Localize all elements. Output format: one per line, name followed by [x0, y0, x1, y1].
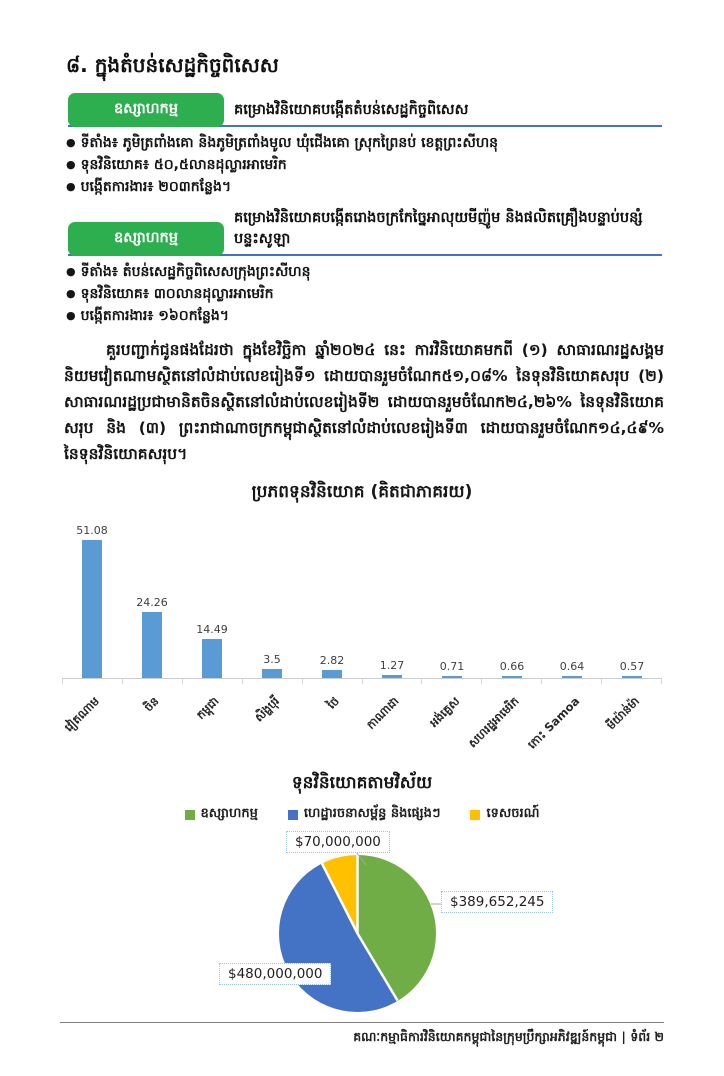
bar [622, 676, 642, 678]
x-label: កោះ Samoa [524, 694, 582, 752]
bar-value-label: 0.64 [559, 660, 585, 674]
industry-badge: ឧស្សាហកម្ម [68, 222, 224, 256]
bar-column [482, 660, 542, 678]
bullet-icon: ● [66, 309, 76, 322]
bar-chart [62, 516, 662, 758]
x-label: ថៃ [324, 694, 342, 712]
pie-chart [0, 828, 724, 1030]
bullet-icon: ● [66, 287, 76, 300]
bar-value-label: 0.66 [499, 660, 525, 674]
x-label: កាណាដា [364, 694, 402, 732]
project-1-title: គម្រោងវិនិយោគបង្កើតតំបន់សេដ្ឋកិច្ចពិសេស [234, 102, 469, 118]
bar-column [422, 660, 482, 678]
bar [382, 675, 402, 678]
bar-value-label: 24.26 [136, 596, 168, 610]
x-label-cell [62, 684, 122, 758]
bar [82, 540, 102, 678]
x-label: សិង្ហបុរី [251, 694, 282, 725]
bar-value-label: 51.08 [76, 524, 108, 537]
legend-item [288, 805, 441, 824]
pie-chart-title: ទុនវិនិយោគតាមវិស័យ [291, 773, 433, 793]
bar-value-label: 2.82 [319, 654, 345, 668]
x-label-cell [362, 684, 422, 758]
bullet-icon: ● [66, 136, 76, 149]
x-label-cell [302, 684, 362, 758]
x-label-cell [242, 684, 302, 758]
x-label-cell [182, 684, 242, 758]
legend-swatch-icon [470, 810, 480, 820]
bar [202, 639, 222, 678]
bar-value-label: 0.71 [439, 660, 465, 674]
legend-swatch-icon [288, 810, 298, 820]
list-item [66, 283, 664, 305]
x-axis-labels [62, 684, 662, 758]
bar-value-label: 3.5 [263, 652, 281, 666]
bullet-text: ទុនវិនិយោគ៖ ៥០,៥លានដុល្លារអាមេរិក [80, 157, 287, 173]
page-title: ៨. ក្នុងតំបន់សេដ្ឋកិច្ចពិសេស [66, 53, 279, 77]
pie-circle [279, 855, 436, 1012]
x-label: អង់គ្លេស [426, 694, 462, 730]
bar [502, 676, 522, 678]
legend-label: ហេដ្ឋារចនាសម្ព័ន្ធ និងផ្សេងៗ [303, 806, 441, 821]
bar-column [302, 654, 362, 678]
x-label: ចិន [141, 694, 162, 715]
bullet-text: ទីតាំង៖ ភូមិត្រពាំងគោ និងភូមិត្រពាំងមូល ឃុំជើងគោ ស្រុកព្រៃនប់ ខេត្តព្រះសីហនុ [80, 135, 499, 151]
project-2-banner [68, 209, 662, 256]
x-label: សហរដ្ឋអាមេរិក [465, 694, 522, 751]
bullet-text: ទុនវិនិយោគ៖ ៣០លានដុល្លារអាមេរិក [80, 286, 274, 302]
bar-column [122, 596, 182, 678]
bar-column [62, 524, 122, 678]
x-label-cell [122, 684, 182, 758]
bar-chart-title: ប្រភពទុនវិនិយោគ (គិតជាភាគរយ) [251, 482, 473, 502]
project-2-title: គម្រោងវិនិយោគបង្កើតរោងចក្រកែច្នៃអាលុយមីញ៉ូម និងផលិតគ្រឿងបន្ទាប់បន្សំបន្ទះសូឡា [234, 210, 643, 247]
bar-column [362, 659, 422, 678]
page-footer: គណៈកម្មាធិការវិនិយោគកម្ពុជានៃក្រុមប្រឹក្សាអភិវឌ្ឍន៍កម្ពុជា | ទំព័រ ២ [60, 1022, 664, 1048]
list-item [66, 305, 664, 327]
bullet-text: បង្កើតការងារ៖ ២០៣កន្លែង។ [80, 179, 232, 195]
pie-data-label-industry: $389,652,245 [441, 891, 553, 913]
list-item [66, 132, 664, 154]
bar [442, 676, 462, 678]
pie-data-label-infrastructure: $480,000,000 [219, 963, 331, 985]
bar-value-label: 14.49 [196, 622, 228, 636]
bar-chart-plot [62, 516, 662, 678]
document-page [0, 52, 724, 1076]
bar-column [182, 623, 242, 678]
x-label-cell [524, 684, 602, 758]
list-item [66, 176, 664, 198]
project-2-details [66, 261, 664, 327]
pie-data-label-tourism: $70,000,000 [286, 831, 390, 853]
x-label: កម្ពុជា [193, 694, 222, 722]
bullet-icon: ● [66, 265, 76, 278]
bullet-icon: ● [66, 158, 76, 171]
x-label: មីយ៉ាន់ម៉ា [603, 694, 642, 733]
project-1-details [66, 132, 664, 198]
bar-value-label: 0.57 [619, 660, 645, 674]
summary-paragraph: គួរបញ្ជាក់ជូនផងដែរថា ក្នុងខែវិច្ឆិកា ឆ្នាំ២០២៤ នេះ ការវិនិយោគមកពី (១) សាធារណរដ្ឋសង្គមនិយមវៀតណាមស្ថិតនៅលំដាប់លេខរៀងទី១ ដោយបានរួមចំណែក៥១,០៨% នៃទុនវិនិយោគសរុប (២) សាធារណរដ្ឋប្រជាមានិតចិនស្ថិតនៅលំដាប់លេខរៀងទី២ ដោយបានរួមចំណែក២៤,២៦% នៃទុនវិនិយោគសរុប និង (៣) ព្រះរាជាណាចក្រកម្ពុជាស្ថិតនៅលំដាប់លេខរៀងទី៣ ដោយបានរួមចំណែក១៤,៤៩% នៃទុនវិនិយោគសរុប។ [64, 341, 664, 463]
bullet-text: បង្កើតការងារ៖ ១៦០កន្លែង។ [80, 308, 230, 324]
pie-legend [0, 805, 724, 824]
list-item [66, 261, 664, 283]
legend-item [185, 805, 258, 824]
legend-swatch-icon [185, 810, 195, 820]
legend-item [470, 805, 539, 824]
industry-badge: ឧស្សាហកម្ម [68, 93, 224, 127]
bar [562, 676, 582, 678]
bar-column [242, 653, 302, 678]
legend-label: ឧស្សាហកម្ម [200, 806, 258, 821]
bar-value-label: 1.27 [379, 658, 405, 672]
bar [262, 669, 282, 678]
legend-label: ទេសចរណ៍ [486, 806, 540, 821]
list-item [66, 154, 664, 176]
bar-column [602, 660, 662, 678]
project-1-banner [68, 93, 662, 127]
bullet-icon: ● [66, 180, 76, 193]
bar [142, 612, 162, 678]
bar [322, 670, 342, 678]
bullet-text: ទីតាំង៖ តំបន់សេដ្ឋកិច្ចពិសេសក្រុងព្រះសីហនុ [80, 264, 311, 280]
x-label-cell [602, 684, 662, 758]
bar-column [542, 660, 602, 678]
x-label: វៀតណាម [61, 694, 102, 735]
